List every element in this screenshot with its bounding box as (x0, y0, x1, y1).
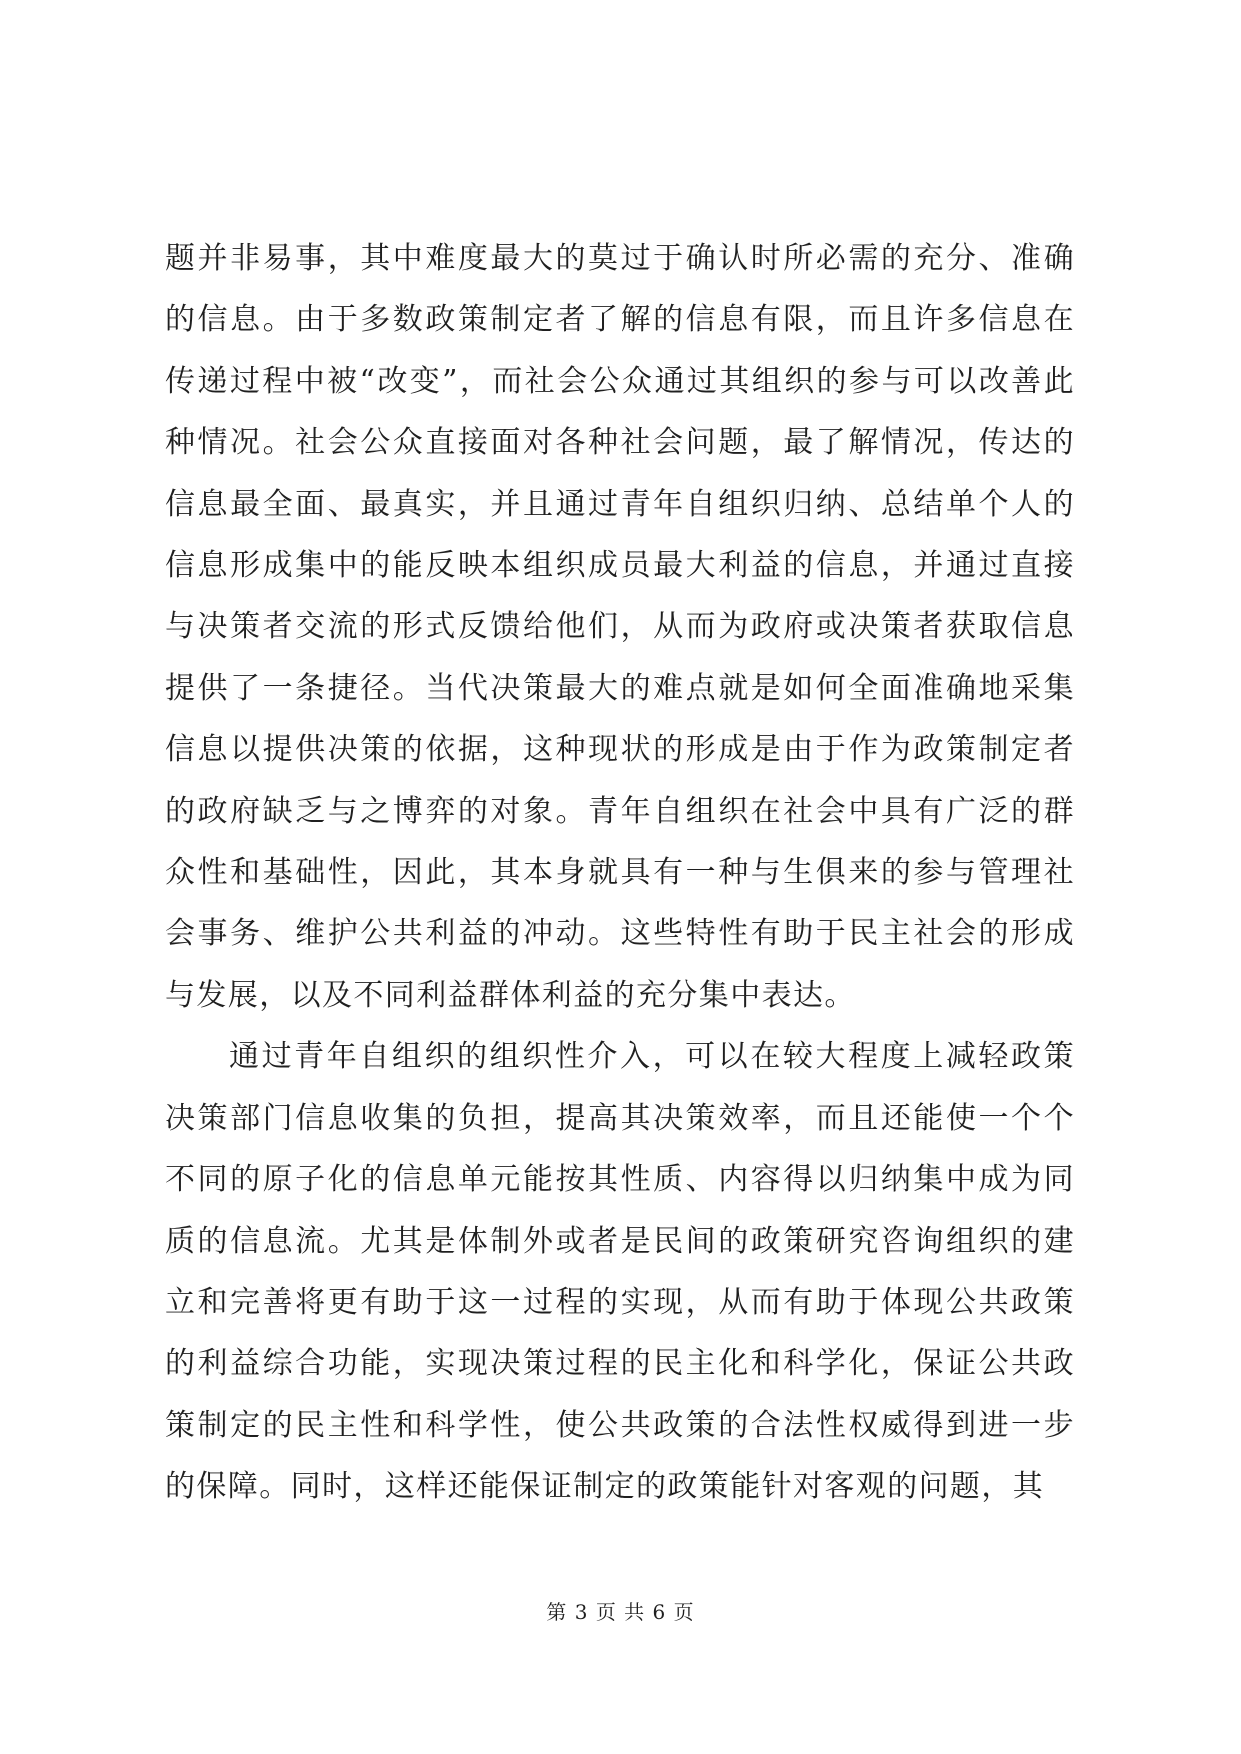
paragraph-2: 通过青年自组织的组织性介入，可以在较大程度上减轻政策决策部门信息收集的负担，提高其决策效率，而且还能使一个个不同的原子化的信息单元能按其性质、内容得以归纳集中成为同质的信息流。尤其是体制外或者是民间的政策研究咨询组织的建立和完善将更有助于这一过程的实现，从而有助于体现公共政策的利益综合功能，实现决策过程的民主化和科学化，保证公共政策制定的民主性和科学性，使公共政策的合法性权威得到进一步的保障。同时，这样还能保证制定的政策能针对客观的问题，其 (165, 1039, 1075, 1505)
page-footer: 第 3 页 共 6 页 (546, 1600, 695, 1624)
paragraph-1: 题并非易事，其中难度最大的莫过于确认时所必需的充分、准确的信息。由于多数政策制定者了解的信息有限，而且许多信息在传递过程中被“改变”，而社会公众通过其组织的参与可以改善此种情况。社会公众直接面对各种社会问题，最了解情况，传达的信息最全面、最真实，并且通过青年自组织归纳、总结单个人的信息形成集中的能反映本组织成员最大利益的信息，并通过直接与决策者交流的形式反馈给他们，从而为政府或决策者获取信息提供了一条捷径。当代决策最大的难点就是如何全面准确地采集信息以提供决策的依据，这种现状的形成是由于作为政策制定者的政府缺乏与之博弈的对象。青年自组织在社会中具有广泛的群众性和基础性，因此，其本身就具有一种与生俱来的参与管理社会事务、维护公共利益的冲动。这些特性有助于民主社会的形成与发展，以及不同利益群体利益的充分集中表达。 (165, 241, 1075, 1013)
body-text (165, 228, 1075, 1518)
